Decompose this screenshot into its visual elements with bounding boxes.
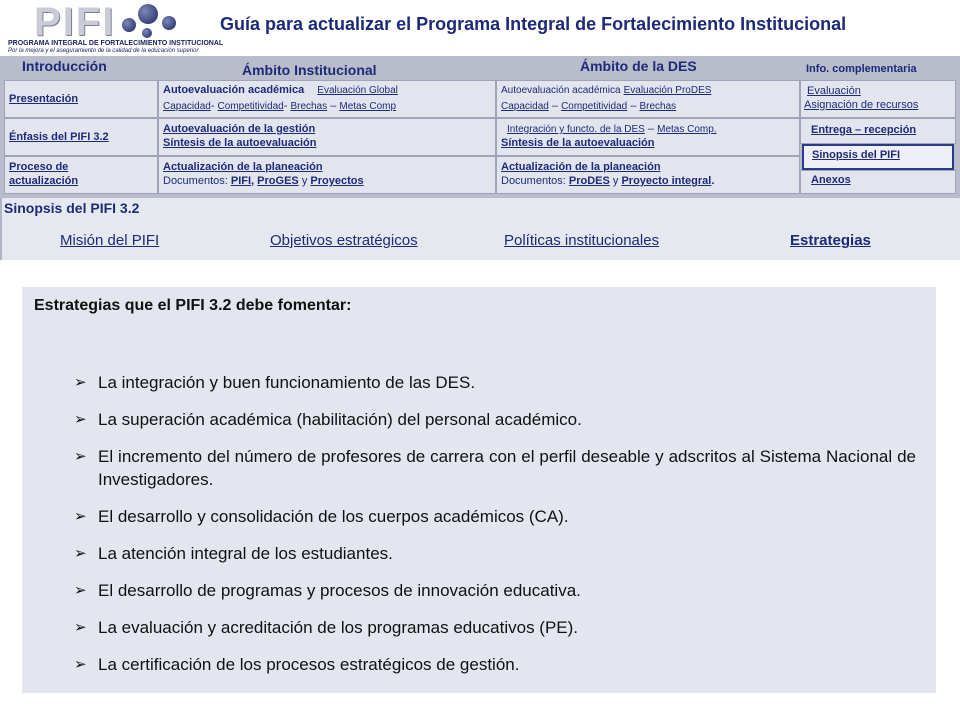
conj-y: y [301, 175, 308, 187]
link-integracion-des[interactable]: Integración y functo. de la DES [507, 124, 645, 135]
inst-cell-2 [158, 118, 496, 156]
arrow-bullet-icon: ➢ [74, 508, 87, 525]
link-inst-sintesis[interactable]: Síntesis de la autoevaluación [163, 137, 317, 149]
link-evaluacion[interactable]: Evaluación [807, 85, 861, 97]
des-cell-3 [496, 156, 800, 194]
arrow-bullet-icon: ➢ [74, 545, 87, 562]
link-inst-capacidad[interactable]: Capacidad [163, 101, 211, 112]
link-des-capacidad[interactable]: Capacidad [501, 101, 549, 112]
inst-documentos-label: Documentos: [163, 175, 228, 187]
sinopsis-subnav [0, 198, 960, 260]
link-anexos[interactable]: Anexos [811, 174, 851, 186]
link-inst-brechas[interactable]: Brechas [290, 101, 328, 112]
sinopsis-title: Sinopsis del PIFI 3.2 [4, 200, 140, 216]
logo-tagline: Por la mejora y el aseguramiento de la calidad de la educación superior [8, 48, 199, 54]
band-info-complementaria[interactable]: Info. complementaria [806, 63, 917, 75]
link-des-competitividad[interactable]: Competitividad [561, 101, 628, 112]
content-heading: Estrategias que el PIFI 3.2 debe fomentar: [34, 297, 352, 314]
tab-politicas[interactable]: Políticas institucionales [504, 232, 660, 249]
list-item-text: La integración y buen funcionamiento de las DES. [98, 373, 476, 392]
link-des-brechas[interactable]: Brechas [639, 101, 677, 112]
list-item [74, 542, 916, 565]
list-item-text: La certificación de los procesos estratégicos de gestión. [98, 655, 520, 674]
sep: – [330, 100, 337, 112]
sep: - [210, 100, 215, 112]
list-item [74, 408, 916, 431]
info-cell-4 [800, 170, 956, 194]
sep: – [647, 123, 655, 135]
inst-cell-3 [158, 156, 496, 194]
logo-subtitle: PROGRAMA INTEGRAL DE FORTALECIMIENTO INSTITUCIONAL [8, 40, 224, 47]
sep: – [630, 100, 637, 112]
link-asignacion-recursos[interactable]: Asignación de recursos [804, 99, 919, 111]
list-item-text: El desarrollo y consolidación de los cuerpos académicos (CA). [98, 507, 569, 526]
link-doc-proges[interactable]: ProGES [257, 175, 299, 187]
info-cell-1 [800, 80, 956, 118]
link-inst-metas[interactable]: Metas Comp [339, 101, 397, 112]
link-des-sintesis[interactable]: Síntesis de la autoevaluación [501, 137, 655, 149]
header [0, 0, 960, 56]
link-evaluacion-prodes[interactable]: Evaluación ProDES [623, 85, 712, 96]
des-cell-2 [496, 118, 800, 156]
list-item [74, 579, 916, 602]
tab-estrategias[interactable]: Estrategias [790, 232, 871, 249]
logo-balls-icon [116, 4, 186, 40]
content-panel [22, 287, 936, 693]
link-evaluacion-global[interactable]: Evaluación Global [317, 85, 398, 96]
tab-objetivos[interactable]: Objetivos estratégicos [270, 232, 418, 249]
list-item [74, 371, 916, 394]
arrow-bullet-icon: ➢ [74, 411, 87, 428]
navigation-grid [0, 56, 960, 200]
intro-cell-2 [4, 118, 158, 156]
band-introduccion[interactable]: Introducción [22, 58, 107, 74]
link-doc-pifi[interactable]: PIFI [230, 175, 252, 187]
link-doc-proyecto-integral[interactable]: Proyecto integral [621, 175, 712, 187]
link-enfasis[interactable]: Énfasis del PIFI 3.2 [9, 131, 109, 143]
strategy-list [74, 371, 916, 690]
sep: . [711, 175, 715, 187]
pifi-logo[interactable] [4, 0, 224, 54]
link-entrega-recepcion[interactable]: Entrega – recepción [811, 124, 917, 136]
link-proceso-1[interactable]: Proceso de [9, 161, 69, 173]
arrow-bullet-icon: ➢ [74, 448, 87, 465]
list-item [74, 445, 916, 491]
list-item-text: La evaluación y acreditación de los programas educativos (PE). [98, 618, 579, 637]
list-item [74, 653, 916, 676]
list-item-text: La superación académica (habilitación) del personal académico. [98, 410, 582, 429]
sep: - [283, 100, 288, 112]
link-inst-actualizacion[interactable]: Actualización de la planeación [163, 161, 323, 173]
inst-cell-1 [158, 80, 496, 118]
inst-autoevaluacion-text: Autoevaluación académica [163, 84, 305, 96]
list-item-text: El incremento del número de profesores de carrera con el perfil deseable y adscritos al Sistema Nacional de Investigadores. [98, 447, 916, 489]
band-ambito-institucional[interactable]: Ámbito Institucional [242, 62, 377, 78]
logo-text: PIFI [34, 0, 116, 44]
arrow-bullet-icon: ➢ [74, 374, 87, 391]
info-cell-2 [800, 118, 956, 144]
link-doc-prodes[interactable]: ProDES [568, 175, 610, 187]
link-des-metas[interactable]: Metas Comp. [657, 124, 717, 135]
link-presentacion[interactable]: Presentación [9, 93, 79, 105]
list-item-text: La atención integral de los estudiantes. [98, 544, 393, 563]
link-doc-proyectos[interactable]: Proyectos [310, 175, 364, 187]
intro-cell-3 [4, 156, 158, 194]
list-item [74, 616, 916, 639]
list-item-text: El desarrollo de programas y procesos de innovación educativa. [98, 581, 581, 600]
link-des-actualizacion[interactable]: Actualización de la planeación [501, 161, 661, 173]
sep: , [251, 175, 255, 187]
des-cell-1 [496, 80, 800, 118]
des-documentos-label: Documentos: [501, 175, 566, 187]
arrow-bullet-icon: ➢ [74, 656, 87, 673]
sep: – [551, 100, 558, 112]
info-cell-3-selected [802, 144, 954, 170]
arrow-bullet-icon: ➢ [74, 582, 87, 599]
band-ambito-des[interactable]: Ámbito de la DES [580, 58, 697, 74]
intro-cell-1 [4, 80, 158, 118]
link-autoevaluacion-gestion[interactable]: Autoevaluación de la gestión [163, 123, 316, 135]
tab-mision[interactable]: Misión del PIFI [60, 232, 160, 249]
link-inst-competitividad[interactable]: Competitividad [217, 101, 284, 112]
list-item [74, 505, 916, 528]
page-title: Guía para actualizar el Programa Integral de Fortalecimiento Institucional [220, 14, 847, 34]
link-proceso-2[interactable]: actualización [9, 175, 79, 187]
des-autoevaluacion-text: Autoevaluación académica [501, 85, 621, 96]
link-sinopsis-pifi[interactable]: Sinopsis del PIFI [812, 149, 901, 161]
arrow-bullet-icon: ➢ [74, 619, 87, 636]
conj-y: y [612, 175, 619, 187]
